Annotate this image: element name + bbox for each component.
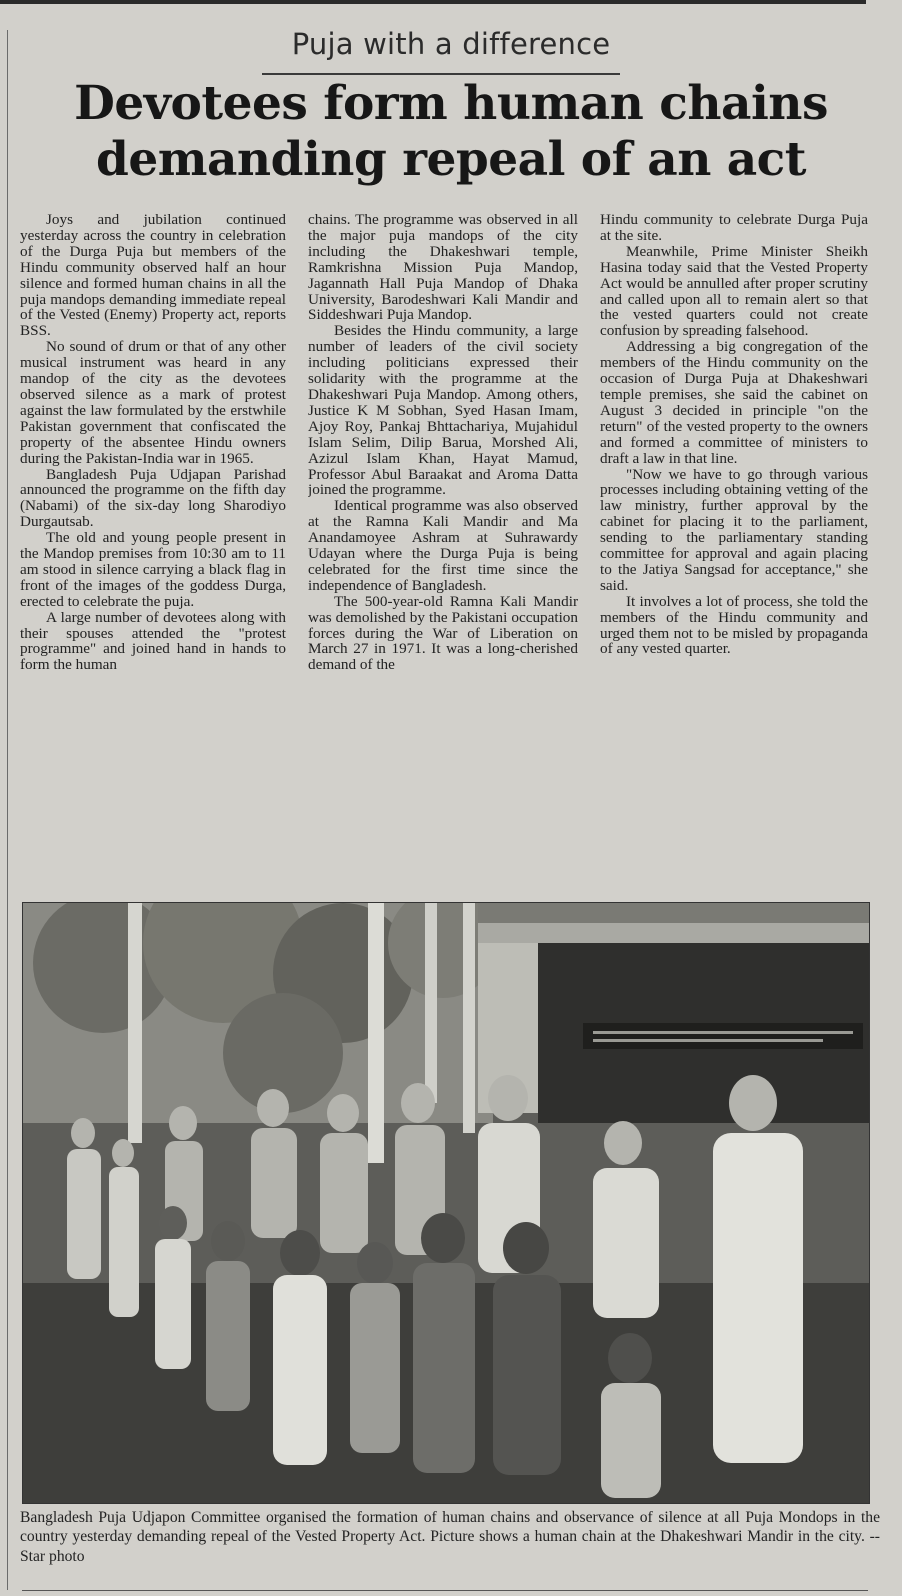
- paragraph: No sound of drum or that of any other musical instrument was heard in any mandop of the city as the devotees observed silence as a mark of protest against the law formulated by the erstwhile Pakistan government that confiscated the property of the absentee Hindu owners during the Pakistan-India war in 1965.: [20, 338, 286, 467]
- human-chain-photo-illustration: [23, 903, 869, 1503]
- paragraph: Meanwhile, Prime Minister Sheikh Hasina today said that the Vested Property Act would be annulled after proper scrutiny and called upon all to remain alert so that the vested quarters could not create confusion by spreading falsehood.: [600, 242, 868, 340]
- paragraph: The 500-year-old Ramna Kali Mandir was demolished by the Pakistani occupation forces during the War of Liberation on March 27 in 1971. It was a long-cherished demand of the: [308, 592, 578, 674]
- kicker: Puja with a difference: [291, 27, 611, 61]
- article-column-2: [308, 212, 578, 882]
- left-column-rule: [7, 30, 8, 1590]
- paragraph: Addressing a big congregation of the members of the Hindu community on the occasion of Durga Puja at Dhakeshwari temple premises, she said the cabinet on August 3 decided in principle "on the return" of the vested property to the owners and formed a committee of ministers to draft a law in that line.: [600, 338, 868, 467]
- paragraph: Joys and jubilation continued yesterday across the country in celebration of the Durga Puja but members of the Hindu community observed half an hour silence and formed human chains in all the puja mandops demanding immediate repeal of the Vested (Enemy) Property act, reports BSS.: [20, 212, 286, 340]
- headline: Devotees form human chains demanding repeal of an act: [74, 76, 828, 187]
- paragraph: "Now we have to go through various processes including obtaining vetting of the law ministry, further approval by the cabinet for placing it to the parliament, sending to the parliamentary standing committee for approval and again placing to the Jatiya Sangsad for acceptance," she said.: [600, 465, 868, 594]
- paragraph: It involves a lot of process, she told the members of the Hindu community and urged them not to be misled by propaganda of any vested quarter.: [600, 592, 868, 658]
- paragraph: Besides the Hindu community, a large number of leaders of the civil society including politicians expressed their solidarity with the programme at the Dhakeshwari Puja Mandop. Among others, Justice K M Sobhan, Syed Hasan Imam, Ajoy Roy, Pankaj Bhttachariya, Mujahidul Islam Selim, Dilip Barua, Morshed Ali, Azizul Islam Khan, Hayat Mamud, Professor Abul Baraakat and Aroma Datta joined the programme.: [308, 322, 578, 499]
- paragraph: Hindu community to celebrate Durga Puja at the site.: [600, 212, 868, 244]
- paragraph: Identical programme was also observed at the Ramna Kali Mandir and Ma Anandamoyee Ashram at Suhrawardy Udayan where the Durga Puja is being celebrated for the first time since the independence of Bangladesh.: [308, 497, 578, 594]
- kicker-underline: [262, 73, 620, 75]
- news-photo: [22, 902, 870, 1504]
- paragraph: A large number of devotees along with their spouses attended the "protest programme" and joined hand in hands to form the human: [20, 608, 286, 674]
- photo-caption: Bangladesh Puja Udjapon Committee organised the formation of human chains and observance of silence at all Puja Mondops in the country yesterday demanding repeal of the Vested Property Act. Picture shows a human chain at the Dhakeshwari Mandir in the city. --Star photo: [20, 1509, 880, 1565]
- paragraph: chains. The programme was observed in all the major puja mandops of the city including the Dhakeshwari temple, Ramkrishna Mission Puja Mandop, Jagannath Hall Puja Mandop of Dhaka University, Barodeshwari Kali Mandir and Siddeshwari Puja Mandop.: [308, 212, 578, 324]
- paragraph: Bangladesh Puja Udjapan Parishad announced the programme on the fifth day (Nabami) of the six-day long Sharodiyo Durgautsab.: [20, 465, 286, 531]
- top-border-rule: [0, 0, 866, 4]
- article-column-1: [20, 212, 286, 882]
- article-column-3: [600, 212, 868, 882]
- paragraph: The old and young people present in the Mandop premises from 10:30 am to 11 am stood in silence carrying a black flag in front of the images of the goddess Durga, erected to celebrate the puja.: [20, 529, 286, 610]
- bottom-rule: [22, 1590, 868, 1591]
